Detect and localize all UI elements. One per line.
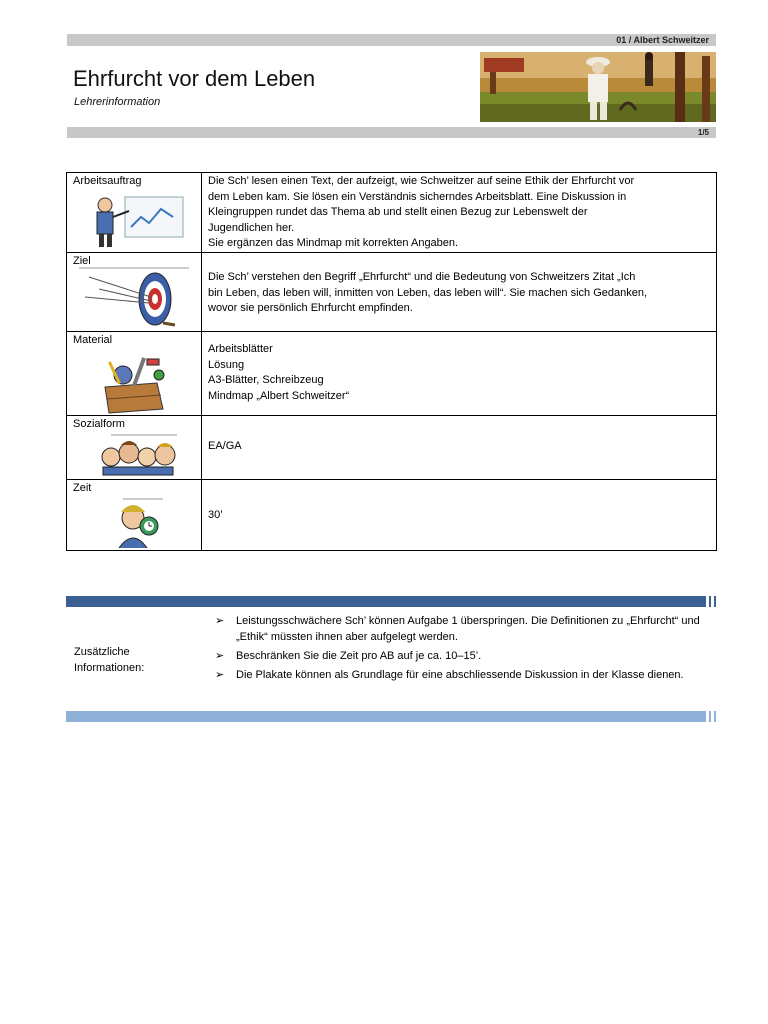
row-label-cell — [67, 252, 202, 331]
text-line: Kleingruppen rundet das Thema ab und stellt einen Bezug zur Lebenswelt der — [208, 206, 588, 219]
schweitzer-photo — [480, 52, 716, 122]
row-label-cell — [67, 173, 202, 253]
text-line: Sie ergänzen das Mindmap mit korrekten Angaben. — [208, 237, 459, 250]
presenter-icon — [87, 193, 187, 249]
page-number: 1/5 — [697, 128, 709, 137]
extra-label-line: Informationen: — [74, 662, 145, 674]
table-row — [67, 331, 717, 415]
row-text-cell — [202, 173, 717, 253]
text-line: Die Sch’ lesen einen Text, der aufzeigt, wie Schweitzer auf seine Ethik der Ehrfurcht vor — [208, 175, 635, 187]
row-label: Sozialform — [73, 417, 125, 430]
text-line: Arbeitsblätter — [208, 342, 273, 355]
text-line: wovor sie persönlich Ehrfurcht empfinden. — [208, 302, 413, 315]
row-label: Zeit — [73, 481, 92, 494]
header-bar — [67, 34, 716, 46]
row-text-cell — [202, 415, 717, 479]
group-icon — [97, 433, 181, 477]
row-text-cell — [202, 331, 717, 415]
section-bar-bottom — [66, 711, 716, 722]
arrow-bullet-icon: ➢ — [215, 615, 225, 627]
lesson-info-table — [66, 172, 717, 551]
page-title: Ehrfurcht vor dem Leben — [73, 66, 316, 91]
clock-person-icon — [107, 496, 167, 550]
text-line: A3-Blätter, Schreibzeug — [208, 374, 324, 387]
text-line: 30’ — [208, 508, 223, 521]
row-label: Ziel — [73, 254, 91, 267]
list-item-text: Beschränken Sie die Zeit pro AB auf je ca. 10–15’. — [236, 650, 482, 662]
extra-info-label — [74, 644, 144, 676]
text-line: EA/GA — [208, 439, 242, 452]
list-item-text: Leistungsschwächere Sch’ können Aufgabe 1 überspringen. Die Definitionen zu „Ehrfurcht“ und „Ethik“ müssten ihnen aber aufgelegt werden. — [236, 615, 700, 643]
toolbox-icon — [99, 349, 175, 415]
arrow-bullet-icon: ➢ — [215, 650, 225, 662]
row-text-cell — [202, 479, 717, 550]
row-label-cell — [67, 415, 202, 479]
table-row — [67, 479, 717, 550]
row-label: Material — [73, 333, 113, 346]
text-line: Die Sch’ verstehen den Begriff „Ehrfurcht“ und die Bedeutung von Schweitzers Zitat „Ich — [208, 270, 636, 283]
text-line: Jugendlichen her. — [208, 221, 295, 234]
text-line: bin Leben, das leben will, inmitten von Leben, das leben will“. Sie machen sich Gedanken, — [208, 286, 648, 299]
table-row — [67, 415, 717, 479]
target-icon — [79, 267, 191, 329]
row-text-cell — [202, 252, 717, 331]
row-label-cell — [67, 331, 202, 415]
arrow-bullet-icon: ➢ — [215, 669, 225, 681]
page-bar — [67, 127, 716, 138]
extra-info-list — [215, 613, 705, 686]
page-subtitle: Lehrerinformation — [74, 96, 161, 108]
table-row — [67, 173, 717, 253]
row-label: Arbeitsauftrag — [73, 175, 142, 187]
text-line: Mindmap „Albert Schweitzer“ — [208, 389, 350, 402]
series-label: 01 / Albert Schweitzer — [616, 35, 709, 45]
text-line: Lösung — [208, 358, 245, 371]
list-item-text: Die Plakate können als Grundlage für eine abschliessende Diskussion in der Klasse dienen. — [236, 669, 684, 681]
text-line: dem Leben kam. Sie lösen ein Verständnis sicherndes Arbeitsblatt. Eine Diskussion in — [208, 190, 627, 203]
list-item — [215, 648, 705, 664]
list-item — [215, 667, 705, 683]
section-bar-top — [66, 596, 716, 607]
list-item — [215, 613, 705, 645]
extra-label-line: Zusätzliche — [74, 646, 130, 658]
table-row — [67, 252, 717, 331]
row-label-cell — [67, 479, 202, 550]
